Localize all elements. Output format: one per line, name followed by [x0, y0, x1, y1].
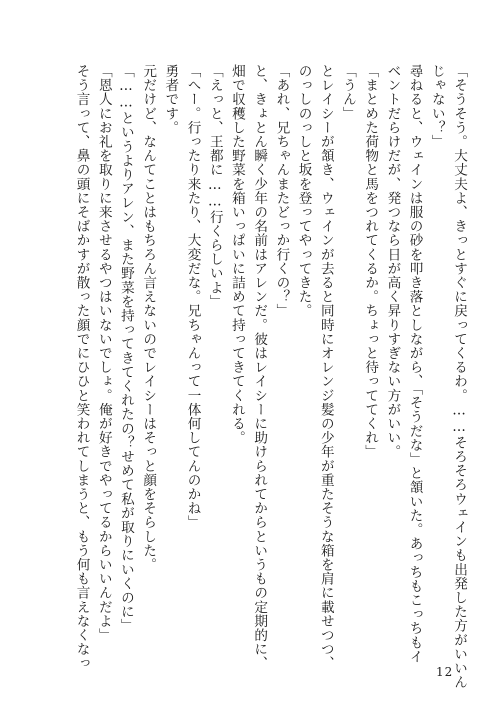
- text-line: 尋ねると、ウェインは服の砂を叩き落としながら、「そうだな」と頷いた。あっちもこっちもイ: [406, 64, 423, 664]
- text-line: そう言って、鼻の頭にそばかすが散った顔でにひひと笑われてしまうと、もう何も言えなくなっ: [73, 64, 90, 671]
- text-line: 「まとめた荷物と馬をつれてくるか。ちょっと待っててくれ」: [362, 64, 379, 459]
- text-line: 「そうそう。大丈夫よ、きっとすぐに戻ってくるわ。……そろそろウェインも出発した方がいいん: [451, 64, 467, 690]
- text-line: じゃない？」: [428, 64, 445, 149]
- text-line: 「えっと、王都に……行くらしいよ」: [206, 64, 223, 309]
- text-line: 「恩人にお礼を取りに来させるやつはいないでしょ。俺が好きでやってるからいいんだよ」: [95, 64, 112, 643]
- text-line: 「うん」: [339, 64, 356, 121]
- text-line: 「あれ、兄ちゃんまたどっか行くの？」: [273, 64, 290, 318]
- vertical-text-block: [70, 64, 470, 690]
- text-line: 畑で収穫した野菜を箱いっぱいに詰めて持ってきてくれる。: [228, 64, 245, 445]
- text-line: 勇者です。: [162, 64, 179, 135]
- text-line: ベントだらけだが、発つなら日が高く昇りすぎない方がいい。: [384, 64, 401, 459]
- text-line: のっしのっしと坂を登ってやってきた。: [295, 64, 312, 318]
- text-line: 元だけど、なんてことはもちろん言えないのでレイシーはそっと顔をそらした。: [140, 64, 157, 572]
- text-line: 「……というよりアレン、また野菜を持ってきてくれたの？せめて私が取りにいくのに」: [117, 64, 134, 633]
- text-line: 「へー。行ったり来たり、大変だな。兄ちゃんって一体何してんのかね」: [184, 64, 201, 530]
- text-line: とレイシーが頷き、ウェインが去ると同時にオレンジ髪の少年が重たそうな箱を肩に載せつつ、: [317, 64, 334, 671]
- page-number: 12: [436, 665, 454, 679]
- text-line: と、きょとん瞬く少年の名前はアレンだ。彼はレイシーに助けられてからというもの定期的に、: [251, 64, 268, 671]
